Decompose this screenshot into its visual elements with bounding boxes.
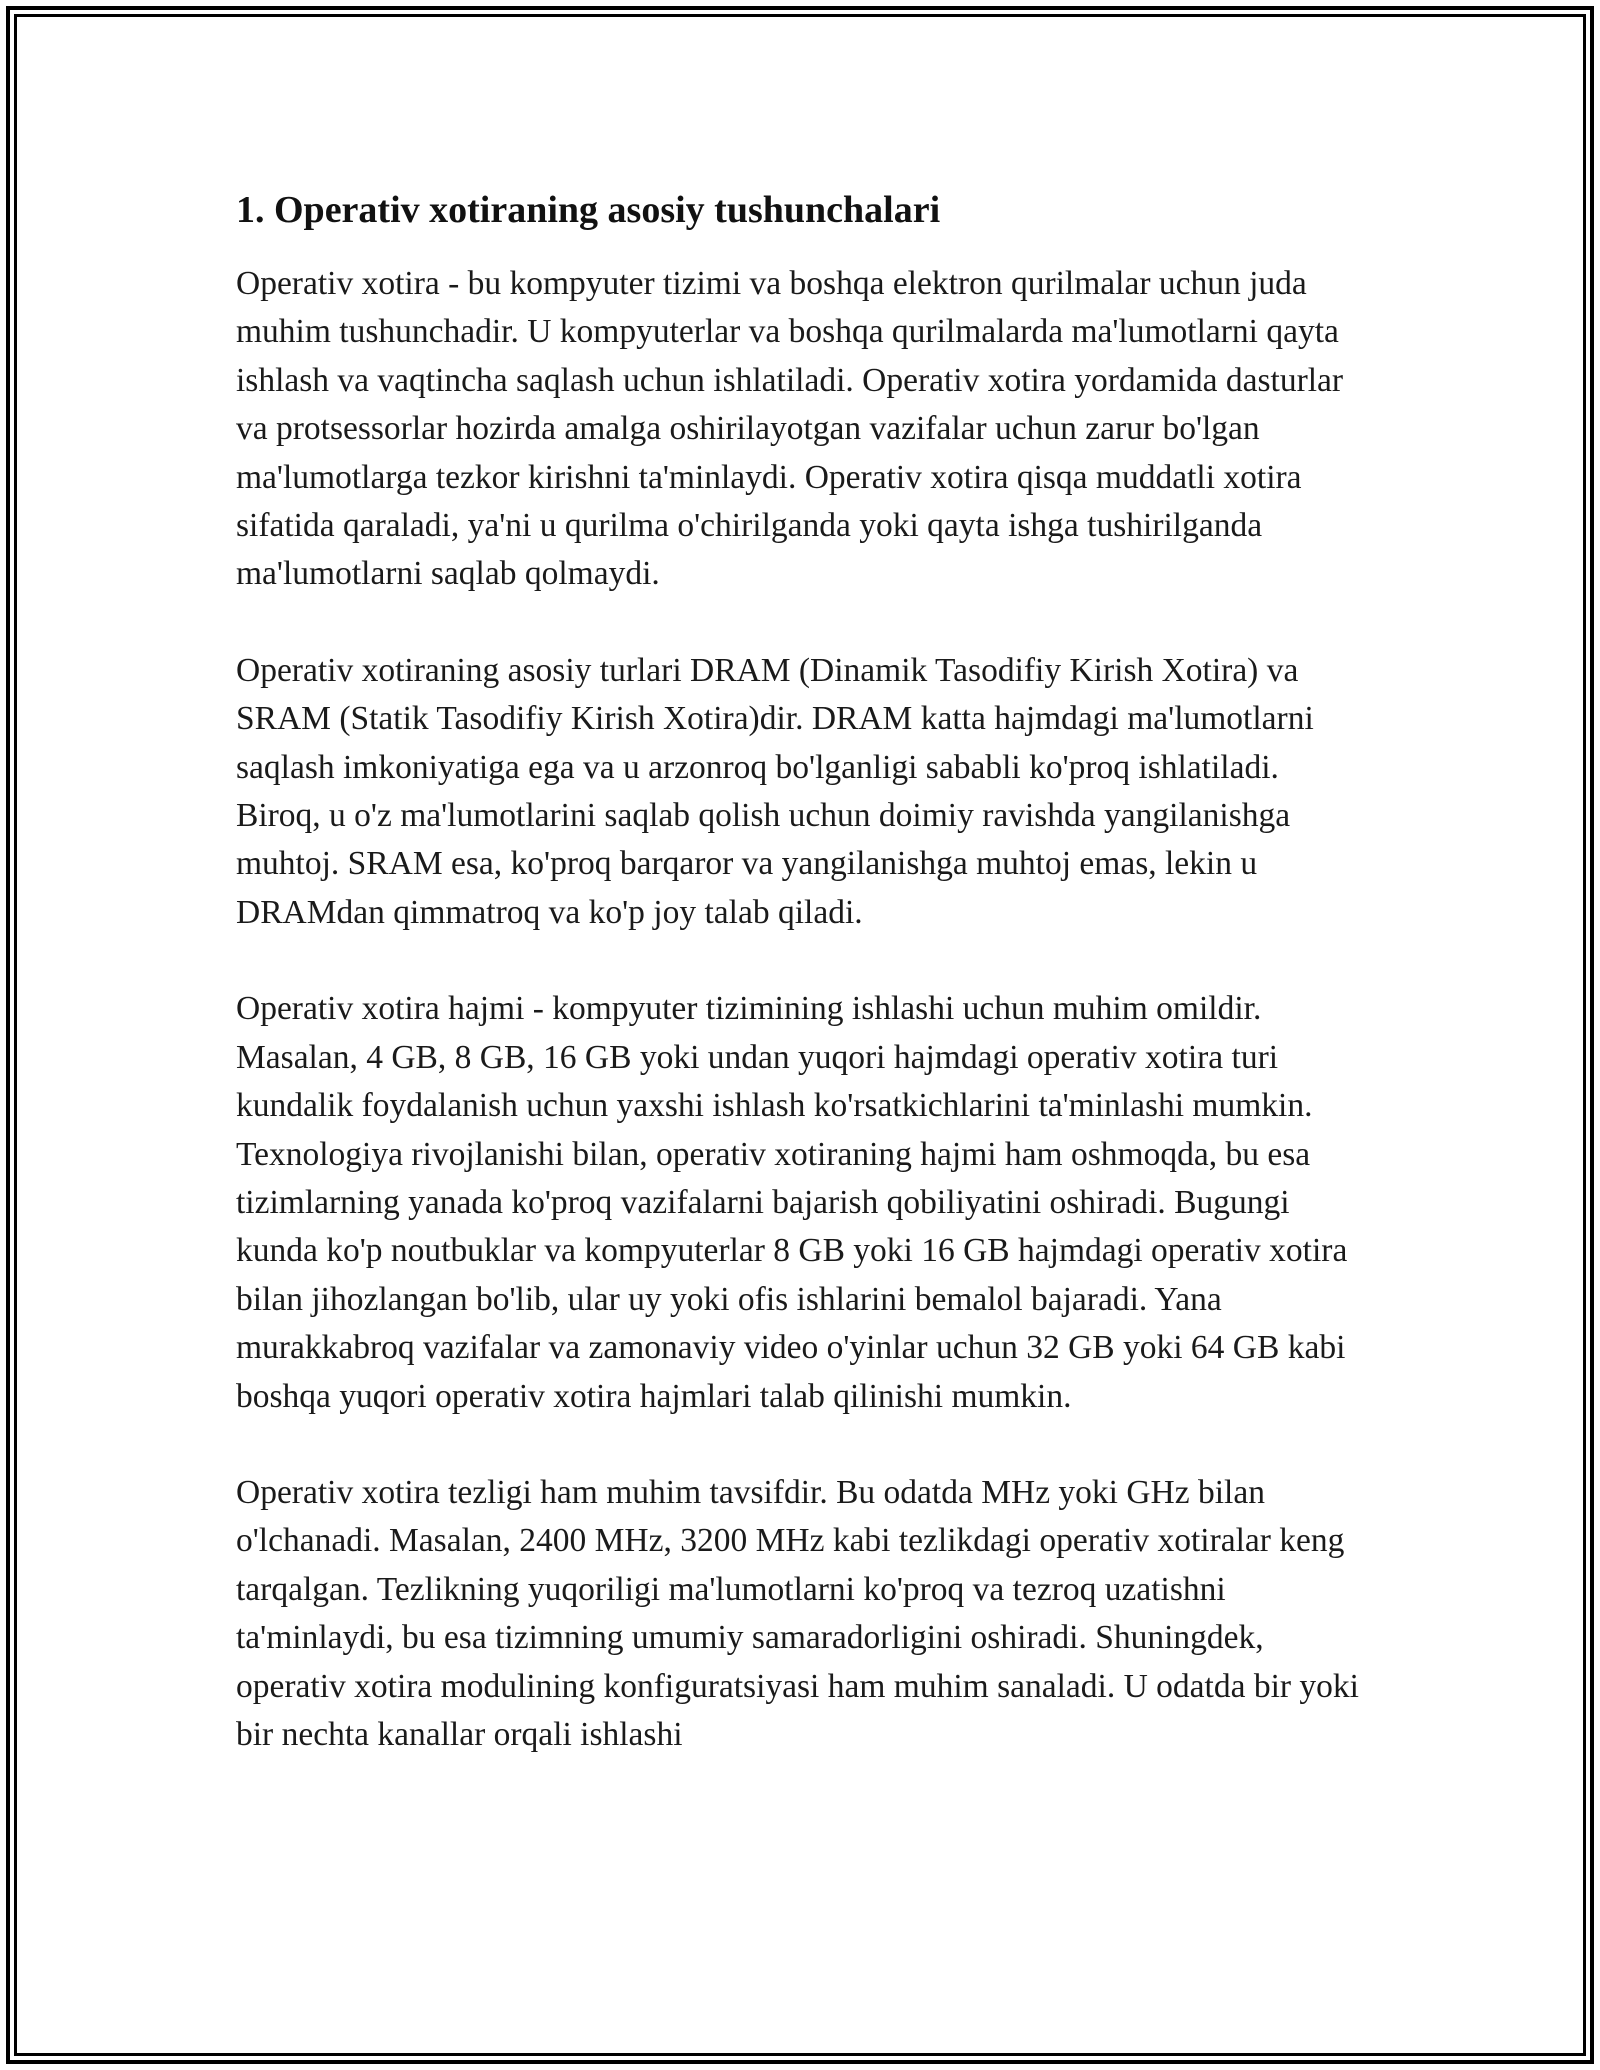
section-heading: 1. Operativ xotiraning asosiy tushunchalari	[236, 189, 941, 231]
paragraph-types: Operativ xotiraning asosiy turlari DRAM (Dinamik Tasodifiy Kirish Xotira) va SRAM (Statik Tasodifiy Kirish Xotira)dir. DRAM katta hajmdagi ma'lumotlarni saqlash imkoniyatiga ega va u arzonroq bo'lganligi sababli ko'proq ishlatiladi. Biroq, u o'z ma'lumotlarini saqlab qolish uchun doimiy ravishda yangilanishga muhtoj. SRAM esa, ko'proq barqaror va yangilanishga muhtoj emas, lekin u DRAMdan qimmatroq va ko'p joy talab qiladi.	[236, 651, 1314, 931]
paragraph-capacity: Operativ xotira hajmi - kompyuter tizimining ishlashi uchun muhim omildir. Masalan, 4 GB, 8 GB, 16 GB yoki undan yuqori hajmdagi operativ xotira turi kundalik foydalanish uchun yaxshi ishlash ko'rsatkichlarini ta'minlashi mumkin. Texnologiya rivojlanishi bilan, operativ xotiraning hajmi ham oshmoqda, bu esa tizimlarning yanada ko'proq vazifalarni bajarish qobiliyatini oshiradi. Bugungi kunda ko'p noutbuklar va kompyuterlar 8 GB yoki 16 GB hajmdagi operativ xotira bilan jihozlangan bo'lib, ular uy yoki ofis ishlarini bemalol bajaradi. Yana murakkabroq vazifalar va zamonaviy video o'yinlar uchun 32 GB yoki 64 GB kabi boshqa yuqori operativ xotira hajmlari talab qilinishi mumkin.	[236, 990, 1348, 1415]
paragraph-intro: Operativ xotira - bu kompyuter tizimi va boshqa elektron qurilmalar uchun juda muhim tushunchadir. U kompyuterlar va boshqa qurilmalarda ma'lumotlarni qayta ishlash va vaqtincha saqlash uchun ishlatiladi. Operativ xotira yordamida dasturlar va protsessorlar hozirda amalga oshirilayotgan vazifalar uchun zarur bo'lgan ma'lumotlarga tezkor kirishni ta'minlaydi. Operativ xotira qisqa muddatli xotira sifatida qaraladi, ya'ni u qurilma o'chirilganda yoki qayta ishga tushirilganda ma'lumotlarni saqlab qolmaydi.	[236, 265, 1344, 593]
document-body	[236, 186, 1366, 1759]
paragraph-speed: Operativ xotira tezligi ham muhim tavsifdir. Bu odatda MHz yoki GHz bilan o'lchanadi. Masalan, 2400 MHz, 3200 MHz kabi tezlikdagi operativ xotiralar keng tarqalgan. Tezlikning yuqoriligi ma'lumotlarni ko'proq va tezroq uzatishni ta'minlaydi, bu esa tizimning umumiy samaradorligini oshiradi. Shuningdek, operativ xotira modulining konfiguratsiyasi ham muhim sanaladi. U odatda bir yoki bir nechta kanallar orqali ishlashi	[236, 1473, 1359, 1753]
